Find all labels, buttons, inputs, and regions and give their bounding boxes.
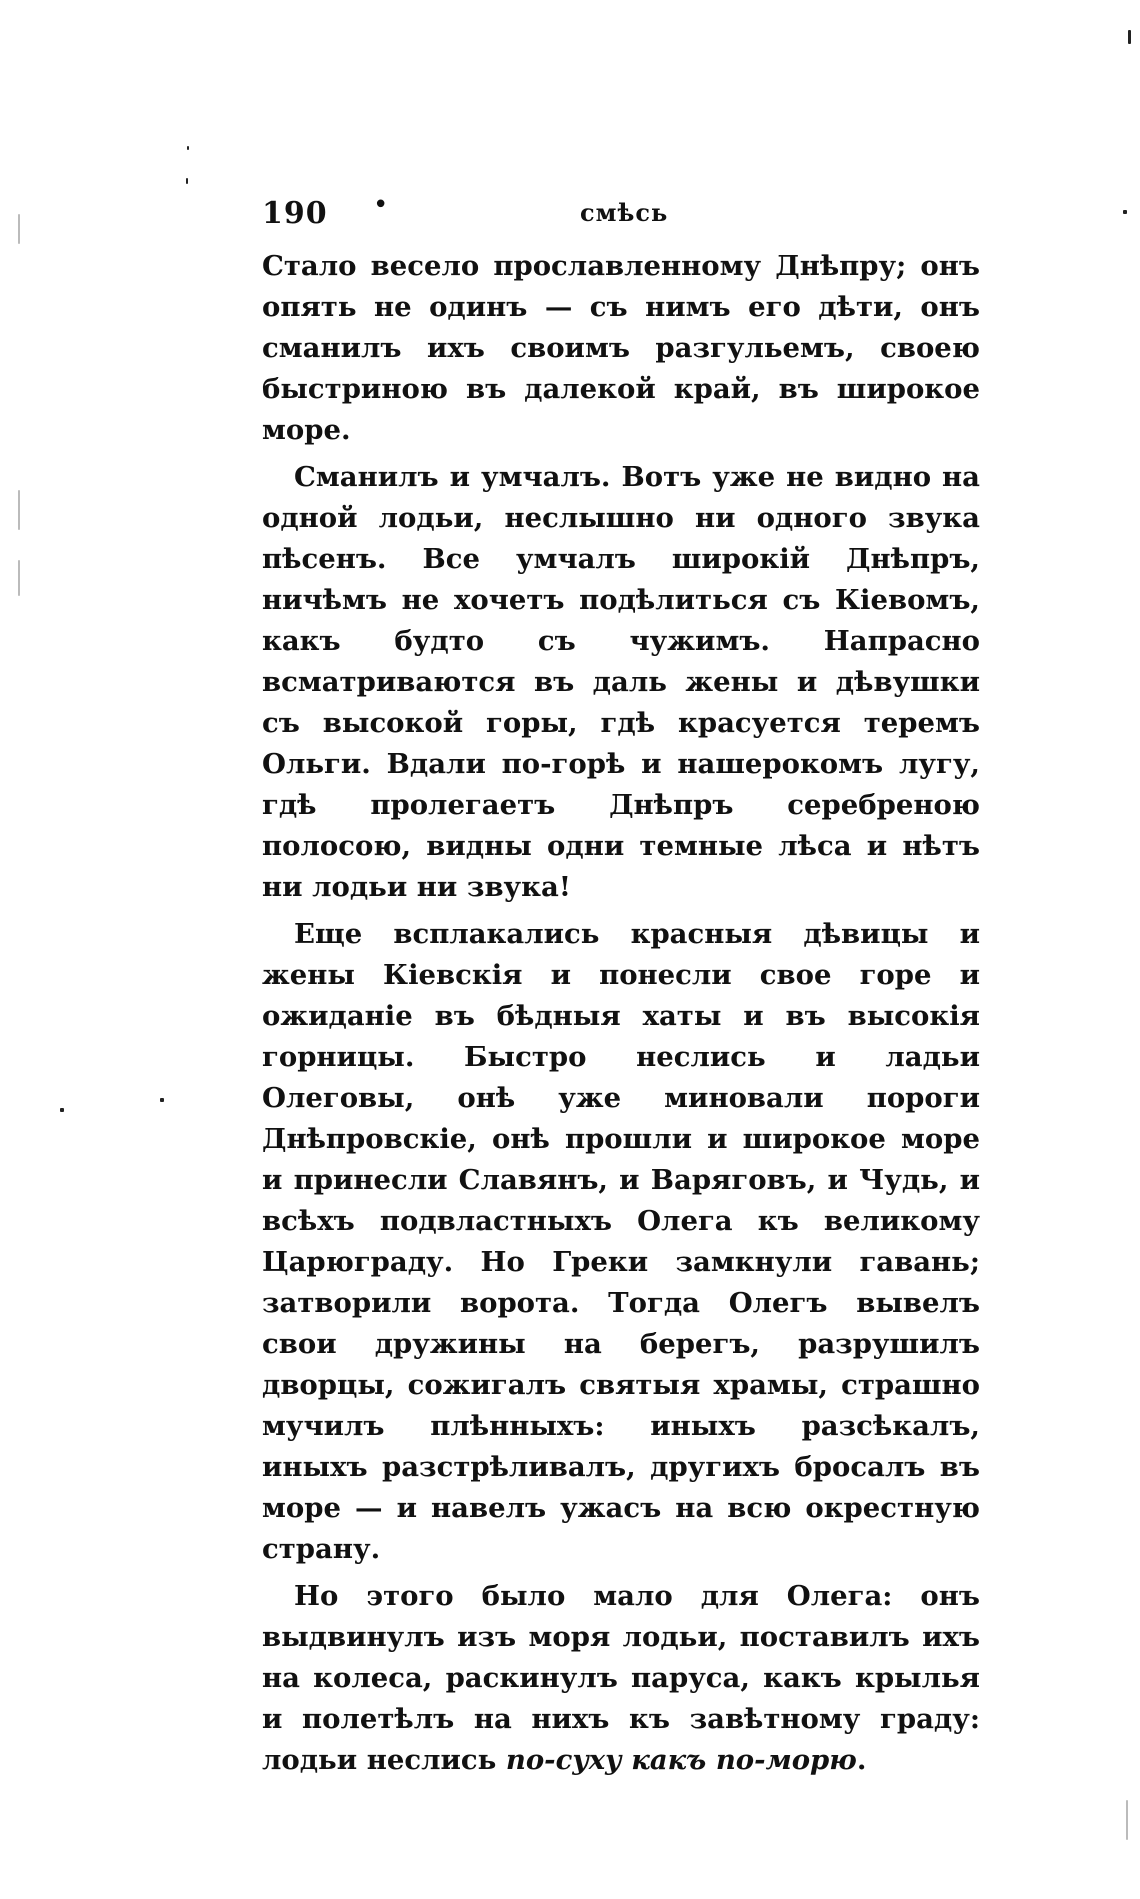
margin-speck [186, 178, 188, 184]
paragraph-4-italic: по-суху какъ по-морю [505, 1744, 857, 1776]
paragraph-1: Стало весело прославленному Днѣпру; онъ опять не одинъ — съ нимъ его дѣти, онъ сманилъ ихъ своимъ разгульемъ, своею быстриною въ далекой край, въ широкое море. [262, 250, 980, 446]
margin-speck [1126, 1800, 1128, 1840]
margin-speck [160, 1098, 164, 1102]
bullet-ornament: • [373, 190, 389, 220]
margin-speck [18, 214, 20, 244]
paragraph-2: Сманилъ и умчалъ. Вотъ уже не видно на одной лодьи, неслышно ни одного звука пѣсенъ. Все умчалъ широкій Днѣпръ, ничѣмъ не хочетъ подѣлиться съ Кіевомъ, какъ будто съ чужимъ. Напрасно всматриваются въ даль жены и дѣвушки съ высокой горы, гдѣ красуется теремъ Ольги. Вдали по-горѣ и нашерокомъ лугу, гдѣ пролегаетъ Днѣпръ серебреною полосою, видны одни темные лѣса и нѣтъ ни лодьи ни звука! [262, 461, 980, 903]
margin-speck [187, 146, 189, 150]
page-number: 190 [262, 196, 328, 231]
margin-speck [18, 490, 20, 530]
paragraph-4-end: . [856, 1744, 867, 1776]
page-header [262, 190, 982, 236]
margin-speck [1128, 30, 1131, 44]
paragraph-4 [262, 1576, 980, 1781]
body-text [262, 246, 980, 1787]
margin-speck [1123, 210, 1127, 214]
margin-speck [60, 1108, 64, 1112]
paragraph-4-text: Но этого было мало для Олега: онъ выдвинулъ изъ моря лодьи, поставилъ ихъ на колеса, раскинулъ паруса, какъ крылья и полетѣлъ на нихъ къ завѣтному граду: лодьи неслись [262, 1580, 980, 1776]
margin-speck [18, 560, 20, 596]
paragraph-3: Еще всплакались красныя дѣвицы и жены Кіевскія и понесли свое горе и ожиданіе въ бѣдныя хаты и въ высокія горницы. Быстро неслись и ладьи Олеговы, онѣ уже миновали пороги Днѣпровскіе, онѣ прошли и широкое море и принесли Славянъ, и Варяговъ, и Чудь, и всѣхъ подвластныхъ Олега къ великому Царюграду. Но Греки замкнули гавань; затворили ворота. Тогда Олегъ вывелъ свои дружины на берегъ, разрушилъ дворцы, сожигалъ святыя храмы, страшно мучилъ плѣнныхъ: иныхъ разсѣкалъ, иныхъ разстрѣливалъ, другихъ бросалъ въ море — и навелъ ужасъ на всю окрестную страну. [262, 918, 980, 1565]
running-title: смѣсь [580, 198, 669, 227]
